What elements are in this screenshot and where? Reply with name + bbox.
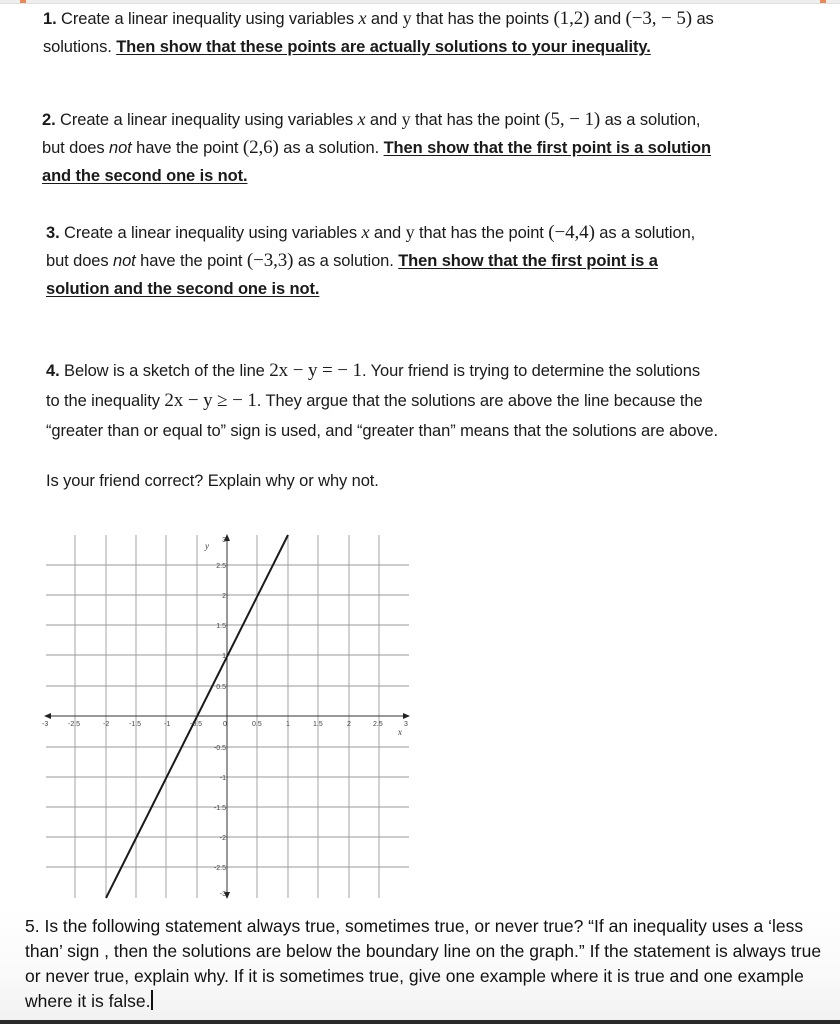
svg-text:0: 0 [223, 721, 227, 728]
svg-text:0.5: 0.5 [216, 684, 226, 691]
arrow-right-icon [403, 713, 410, 719]
text: Create a linear inequality using variables [59, 224, 362, 242]
var-x: x [361, 222, 370, 242]
svg-text:0.5: 0.5 [252, 721, 262, 728]
question-5-text-area[interactable] [0, 904, 840, 1020]
question-2-line-2 [42, 134, 832, 162]
y-tick-labels [214, 537, 226, 898]
svg-text:-1: -1 [219, 775, 226, 782]
instruction-emphasis: solution and the second one is not. [46, 280, 320, 298]
question-5-text[interactable] [25, 914, 830, 1014]
svg-text:1.5: 1.5 [216, 623, 226, 630]
svg-text:1: 1 [222, 653, 226, 660]
point-1: (1,2) [553, 8, 590, 29]
svg-text:-0.5: -0.5 [190, 721, 203, 728]
axes [46, 537, 408, 896]
text: as [691, 10, 714, 28]
svg-text:-1: -1 [164, 721, 171, 728]
question-number: 1. [43, 10, 57, 28]
question-4-prompt: Is your friend correct? Explain why or why not. [46, 472, 379, 490]
question-2-line-1 [42, 105, 832, 134]
svg-text:-2: -2 [103, 721, 110, 728]
text: have the point [131, 139, 243, 157]
text: as a solution. [293, 252, 399, 270]
text: to the inequality [46, 392, 165, 410]
text: . Your friend is trying to determine the solutions [361, 362, 700, 380]
text: solutions. [43, 38, 117, 56]
svg-text:-3: -3 [42, 721, 49, 728]
question-number: 4. [46, 362, 60, 380]
svg-text:2: 2 [347, 721, 351, 728]
svg-text:-2.5: -2.5 [68, 721, 81, 728]
svg-text:2: 2 [222, 593, 226, 600]
x-axis-label: x [398, 727, 402, 737]
svg-text:-2: -2 [219, 835, 226, 842]
text: and [589, 10, 626, 28]
question-4 [46, 356, 836, 496]
x-tick-labels [42, 721, 408, 728]
svg-text:2.5: 2.5 [373, 721, 383, 728]
svg-text:-2.5: -2.5 [213, 865, 226, 872]
instruction-emphasis: Then show that the first point is a [398, 252, 658, 270]
question-5-statement: 5. Is the following statement always true, sometimes true, or never true? “If an inequality uses a ‘less than’ sign , then the solutions are below the boundary line on the graph.” If the statement is always true or never true, explain why. If it is sometimes true, give one example where it is true and one example where it is false. [25, 916, 822, 1011]
question-2 [42, 105, 832, 190]
point-1: (5, − 1) [544, 109, 601, 130]
instruction-emphasis: and the second one is not. [42, 167, 248, 185]
coordinate-graph [40, 528, 420, 904]
question-number: 2. [42, 111, 56, 129]
point-2: (−3, − 5) [625, 8, 692, 29]
svg-text:2.5: 2.5 [216, 563, 226, 570]
point-1: (−4,4) [548, 222, 595, 243]
svg-text:-1.5: -1.5 [213, 805, 226, 812]
inequality: 2x − y ≥ − 1 [164, 390, 257, 411]
instruction-emphasis: Then show that these points are actually solutions to your inequality. [116, 38, 651, 56]
question-3-line-2 [46, 247, 836, 275]
not-emphasis: not [109, 139, 132, 157]
text: and [365, 111, 402, 129]
var-y: y [401, 109, 411, 129]
question-4-line-3: “greater than or equal to” sign is used, and “greater than” means that the solutions are above. [46, 422, 718, 440]
text: that has the points [411, 10, 554, 28]
not-emphasis: not [113, 252, 136, 270]
question-3 [46, 218, 836, 303]
svg-text:1: 1 [286, 721, 290, 728]
var-x: x [358, 8, 367, 28]
text: as a solution, [600, 111, 701, 129]
question-1 [43, 4, 833, 61]
text: that has the point [410, 111, 545, 129]
svg-text:3: 3 [404, 721, 408, 728]
text: but does [46, 252, 113, 270]
resize-handle-left[interactable] [20, 0, 26, 3]
question-number: 3. [46, 224, 60, 242]
svg-text:1.5: 1.5 [313, 721, 323, 728]
question-3-line-1 [46, 218, 836, 247]
question-4-line-1 [46, 356, 836, 386]
var-y: y [405, 222, 415, 242]
question-2-line-3 [42, 162, 832, 190]
text: and [366, 10, 403, 28]
line-equation: 2x − y = − 1 [269, 360, 362, 381]
text: but does [42, 139, 109, 157]
text: as a solution, [594, 224, 696, 242]
var-y: y [402, 8, 412, 28]
svg-text:-3: -3 [219, 891, 226, 898]
text-cursor [151, 990, 153, 1010]
text: have the point [135, 252, 247, 270]
question-1-line-2 [43, 33, 833, 61]
window-bottom-border [0, 1020, 840, 1024]
arrow-left-icon [44, 713, 51, 719]
y-axis-label: y [205, 541, 209, 551]
text: and [369, 224, 406, 242]
instruction-emphasis: Then show that the first point is a solution [383, 139, 712, 157]
text: Create a linear inequality using variables [56, 10, 359, 28]
var-x: x [357, 109, 366, 129]
question-4-line-2 [46, 386, 836, 416]
text: as a solution. [278, 139, 384, 157]
text: Create a linear inequality using variables [55, 111, 358, 129]
svg-text:3: 3 [222, 537, 226, 544]
question-1-line-1 [43, 4, 833, 33]
point-2: (2,6) [242, 137, 279, 158]
svg-text:-0.5: -0.5 [213, 745, 226, 752]
point-2: (−3,3) [246, 250, 294, 271]
question-3-line-3 [46, 275, 836, 303]
svg-text:-1.5: -1.5 [129, 721, 142, 728]
text: . They argue that the solutions are above the line because the [256, 392, 703, 410]
text: Below is a sketch of the line [59, 362, 270, 380]
text: that has the point [414, 224, 549, 242]
resize-handle-right[interactable] [820, 0, 826, 3]
